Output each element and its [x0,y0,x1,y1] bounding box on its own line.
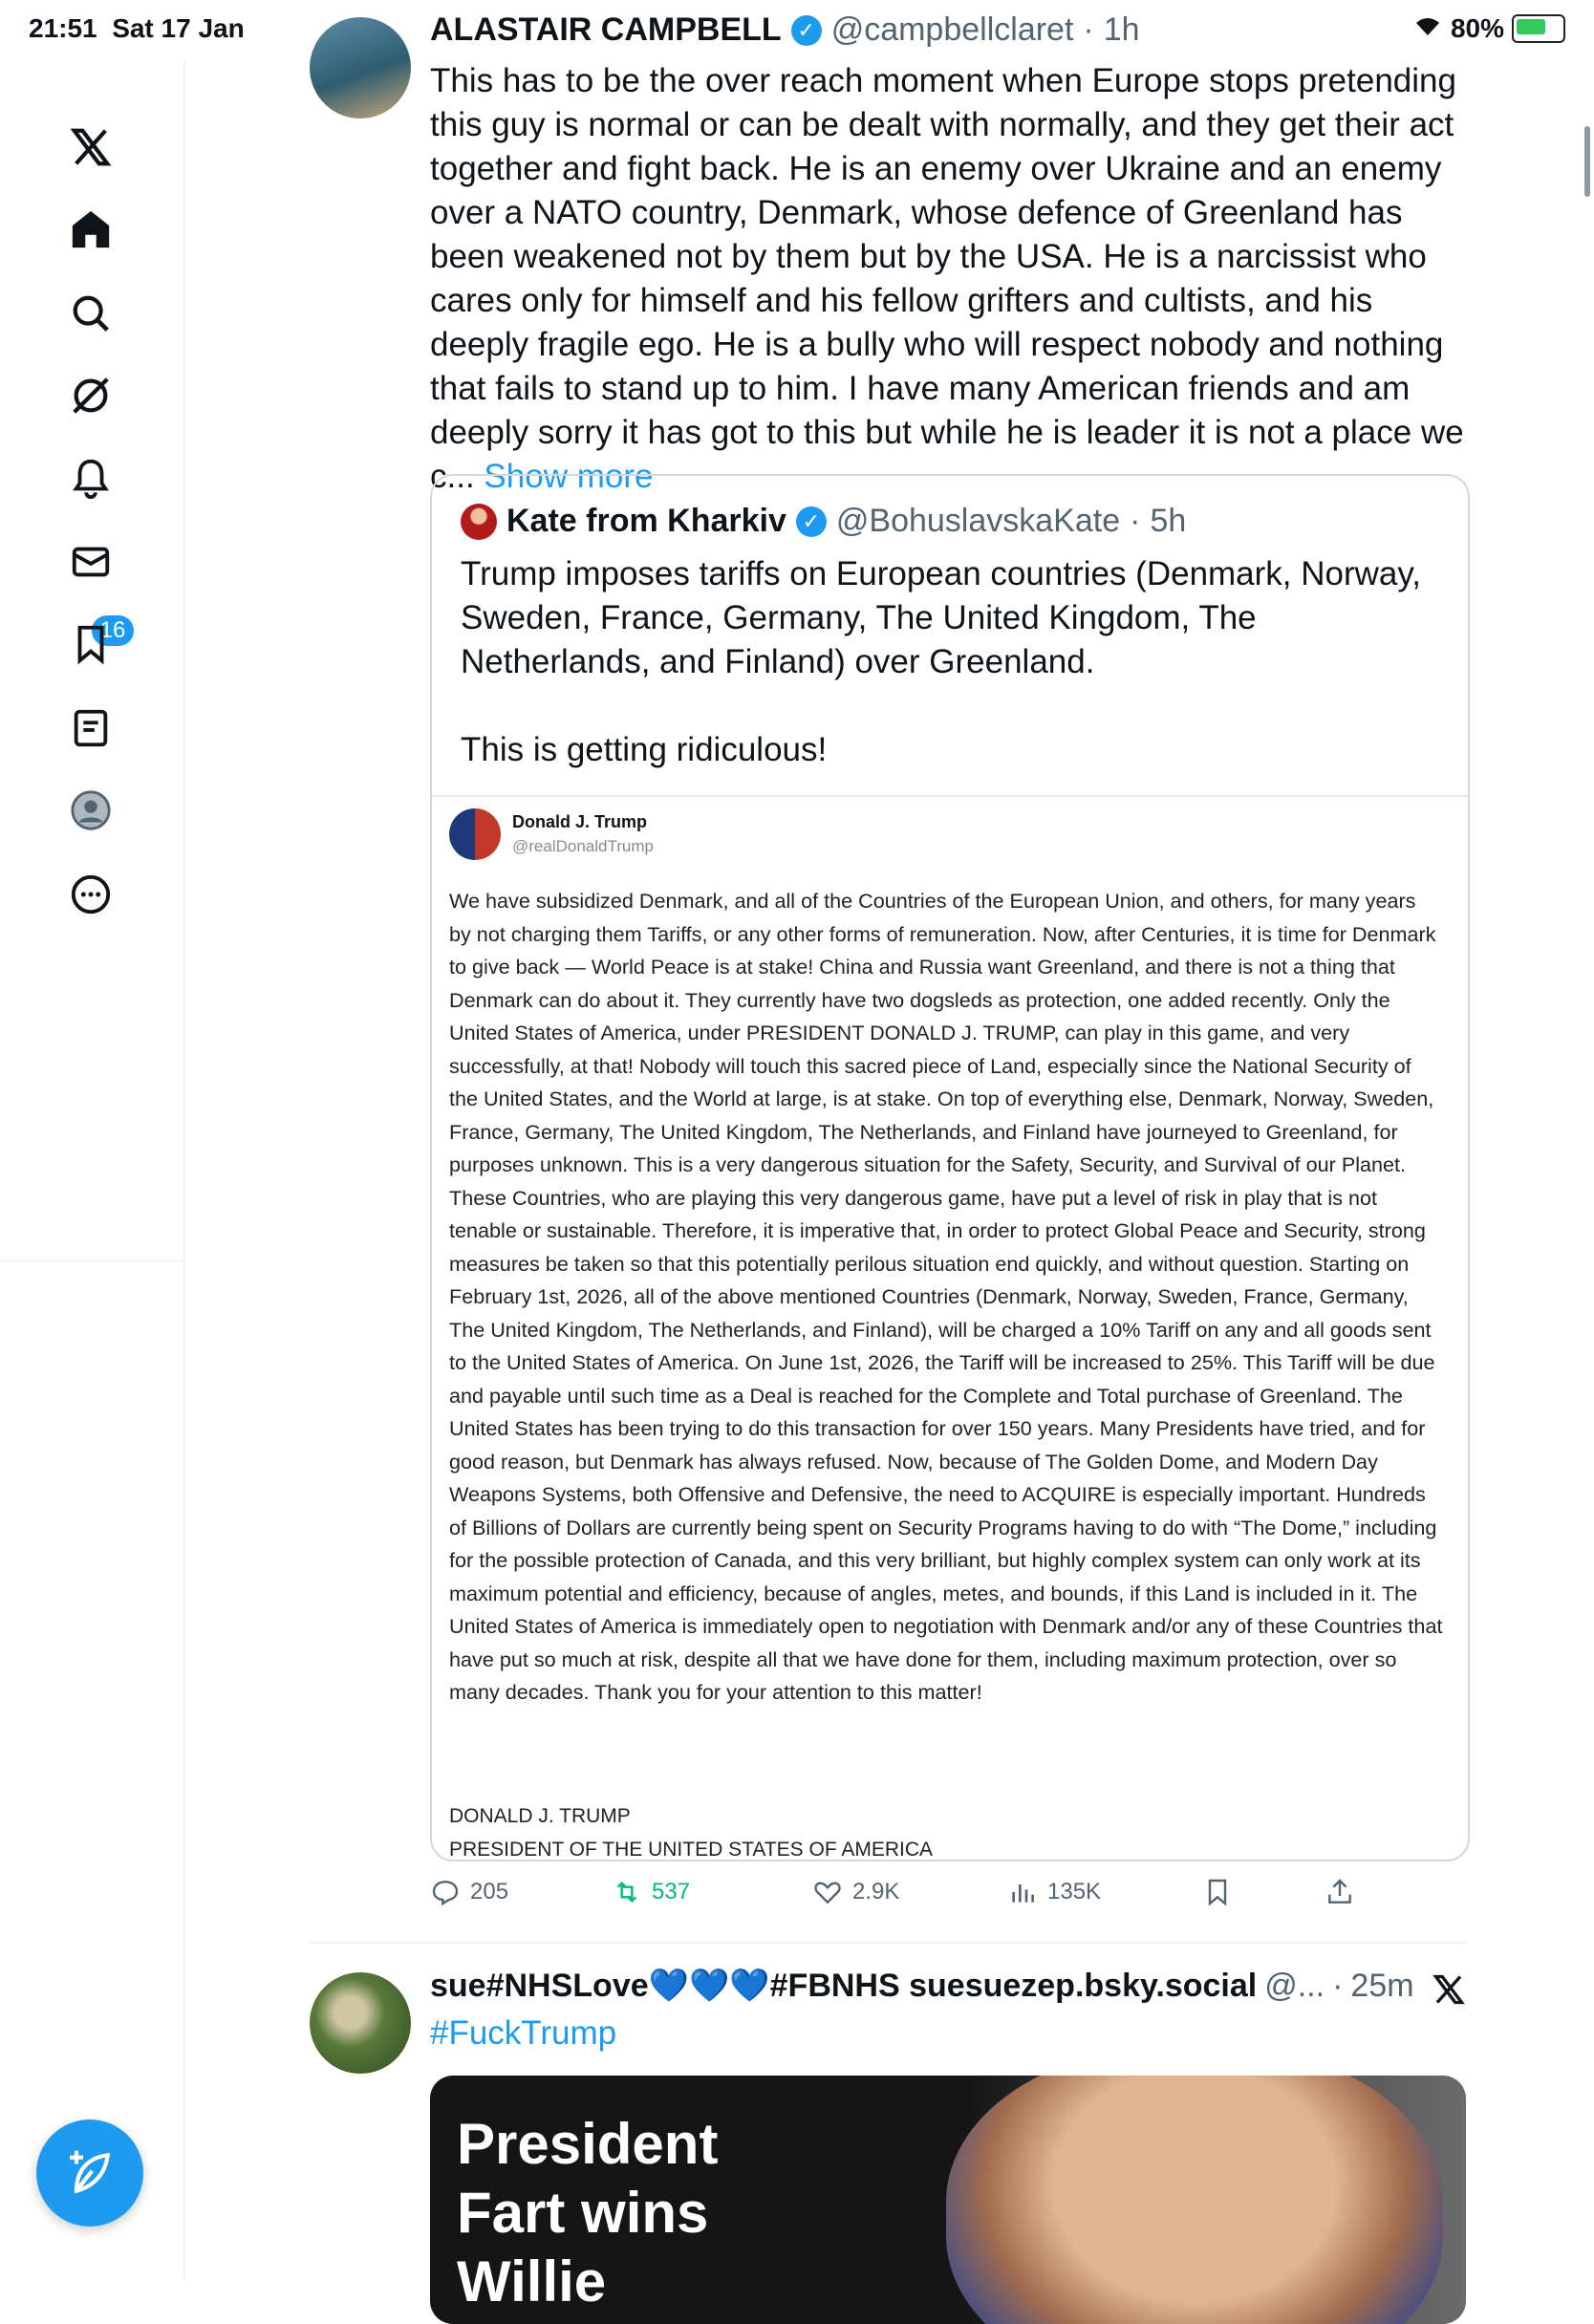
tweet-header [430,11,1140,49]
reply-button[interactable] [430,1877,508,1907]
notifications-icon[interactable] [53,440,129,516]
screenshot-author-name: Donald J. Trump [512,812,648,831]
lists-icon[interactable] [53,690,129,766]
notifications-badge: 16 [92,615,134,646]
tweet-header [430,1967,1414,2005]
like-count: 2.9K [852,1879,900,1904]
tweet-text [430,59,1472,499]
reply-count: 205 [470,1879,509,1904]
quote-author-name: Kate from Kharkiv [506,503,786,539]
tweet-divider [310,1942,1466,1944]
author-handle[interactable]: @... [1264,1967,1325,2004]
timestamp[interactable]: 25m [1350,1967,1414,2004]
status-indicators [1412,13,1565,44]
quote-timestamp: 5h [1150,503,1187,539]
quote-text: Trump imposes tariffs on European countries (Denmark, Norway, Sweden, France, Germany, The United Kingdom, The Netherlands, and Finland) over Greenland. This is getting ridiculous! [461,555,1422,768]
author-handle[interactable]: @campbellclaret [830,11,1074,48]
tweet-actions [430,1877,1443,1915]
author-name[interactable]: ALASTAIR CAMPBELL [430,11,782,48]
signature-line1: DONALD J. TRUMP [449,1805,631,1827]
reply-icon [430,1877,461,1907]
avatar[interactable] [310,17,411,118]
repost-count: 537 [652,1879,691,1904]
share-icon [1325,1877,1355,1907]
views-icon [1007,1877,1038,1907]
grok-icon[interactable] [53,357,129,434]
separator: · [1083,11,1094,48]
show-more-link[interactable]: Show more [484,458,654,495]
x-logo-icon [1432,1972,1466,2012]
screenshot-avatar [449,808,501,860]
scrollbar[interactable] [1584,126,1590,197]
tweet-media-image[interactable] [430,2076,1466,2324]
like-button[interactable] [812,1877,899,1907]
views-button[interactable] [1007,1877,1101,1907]
sidebar-divider [183,1259,185,2282]
quote-avatar [461,504,497,540]
quote-author-handle: @BohuslavskaKate [835,503,1121,539]
screenshot-body: We have subsidized Denmark, and all of the Countries of the European Union, and others, for many years by not charging them Tariffs, or any other forms of remuneration. Now, after Centuries, it is time for Denmark to give back — World Peace is at stake! China and Russia want Greenland, and there is not a thing that Denmark can do about it. They currently have two dogsleds as protection, one added recently. Only the United States of America, under PRESIDENT DONALD J. TRUMP, can play in this game, and very successfully, at that! Nobody will touch this sacred piece of Land, especially since the National Security of the United States, and the World at large, is at stake. On top of everything else, Denmark, Norway, Sweden, France, Germany, The United Kingdom, The Netherlands, and Finland have journeyed to Greenland, for purposes unknown. This is a very dangerous situation for the Safety, Security, and Survival of our Planet. These Countries, who are playing this very dangerous game, have put a level of risk in play that is not tenable or sustainable. Therefore, it is imperative that, in order to protect Global Peace and Security, strong measures be taken so that this potentially perilous situation end quickly, and without question. Starting on February 1st, 2026, all of the above mentioned Countries (Denmark, Norway, Sweden, France, Germany, The United Kingdom, The Netherlands, and Finland), will be charged a 10% Tariff on any and all goods sent to the United States of America. On June 1st, 2026, the Tariff will be increased to 25%. This Tariff will be due and payable until such time as a Deal is reached for the Complete and Total purchase of Greenland. The United States has been trying to do this transaction for over 150 years. Many Presidents have tried, and for good reason, but Denmark has always refused. Now, because of The Golden Dome, and Modern Day Weapons Systems, both Offensive and Defensive, the need to ACQUIRE is especially important. Hundreds of Billions of Dollars are currently being spent on Security Programs having to do with “The Dome,” including for the possible protection of Canada, and this very brilliant, but highly complex system can only work at its maximum potential and efficiency, because of angles, metes, and bounds, if this Land is included in it. The United States of America is immediately open to negotiation with Denmark and/or any of these Countries that have put so much at risk, despite all that we have done for them, including maximum protection, over so many decades. Thank you for your attention to this matter! [449,889,1443,1704]
tweet-body: This has to be the over reach moment when Europe stops pretending this guy is normal or can be dealt with normally, and they get their act together and fight back. He is an enemy over Ukraine and an enemy over a NATO country, Denmark, whose defence of Greenland has been weakened not by them but by the USA. He is a narcissist who cares only for himself and his fellow grifters and cultists, and his deeply fragile ego. He is a bully who will respect nobody and nothing that fails to stand up to him. I have many American friends and am deeply sorry it has got to this but while he is leader it is not a place we c... [430,62,1464,495]
battery-percent: 80% [1450,13,1504,43]
compose-icon [63,2146,117,2200]
battery-icon [1512,14,1565,43]
sidebar-nav [0,61,185,1261]
messages-icon[interactable] [53,524,129,600]
screenshot-signature [449,1800,933,1861]
media-caption: President Fart wins Willie [457,2112,719,2313]
avatar[interactable] [310,1972,411,2074]
view-count: 135K [1047,1879,1102,1904]
home-icon[interactable] [53,191,129,268]
repost-icon [612,1877,642,1907]
media-portrait [946,2076,1443,2324]
signature-line2: PRESIDENT OF THE UNITED STATES OF AMERICA [449,1838,934,1861]
wifi-icon [1412,13,1443,44]
heart-icon [812,1877,843,1907]
screenshot-author-handle: @realDonaldTrump [512,837,654,855]
quoted-tweet[interactable] [430,474,1470,1861]
repost-button[interactable] [612,1877,690,1907]
more-icon[interactable] [53,856,129,933]
bookmarks-icon[interactable] [53,606,129,682]
author-name[interactable]: sue#NHSLove💙💙💙#FBNHS suesuezep.bsky.social [430,1968,1258,2004]
compose-button[interactable] [36,2120,143,2227]
separator: · [1130,503,1141,539]
status-time: 21:51 Sat 17 Jan [29,13,245,43]
bookmark-icon [1202,1877,1233,1907]
search-icon[interactable] [53,275,129,352]
quote-header [461,503,1186,540]
timestamp[interactable]: 1h [1103,11,1140,48]
hashtag-link[interactable]: #FuckTrump [430,2014,617,2052]
verified-icon: ✓ [791,15,822,46]
quote-divider [432,795,1468,797]
separator: · [1332,1967,1344,2004]
verified-icon: ✓ [796,506,827,537]
profile-icon[interactable] [53,772,129,849]
share-button[interactable] [1325,1877,1355,1907]
bookmark-button[interactable] [1202,1877,1233,1907]
x-logo-icon[interactable] [53,109,129,185]
